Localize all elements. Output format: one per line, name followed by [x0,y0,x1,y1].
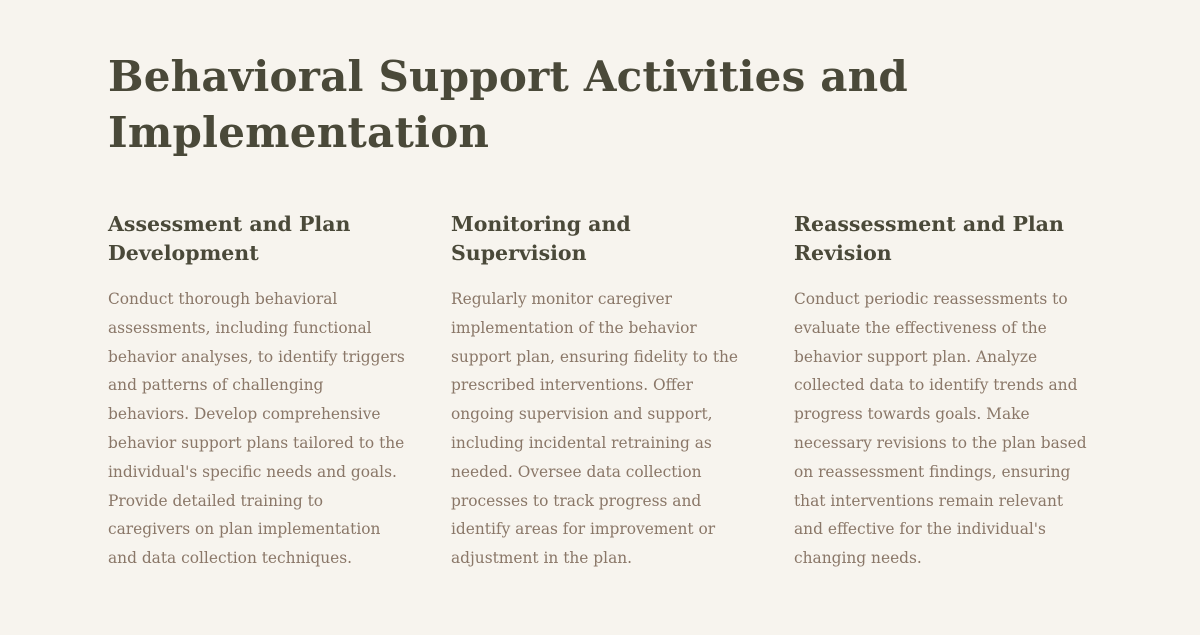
column-heading: Assessment and Plan Development [108,212,351,265]
column-body: Regularly monitor caregiver implementation of the behavior support plan, ensuring fidelity to the prescribed interventions. Offer ongoing supervision and support, including incidental retraining as needed. Oversee data collection processes to track progress and identify areas for improvement or adjustment in the plan. [451,290,739,568]
column-heading: Monitoring and Supervision [451,212,631,265]
page-title: Behavioral Support Activities and Implementation [108,52,908,157]
column-heading: Reassessment and Plan Revision [794,212,1064,265]
column-body: Conduct periodic reassessments to evaluate the effectiveness of the behavior support plan. Analyze collected data to identify trends and progress towards goals. Make necessary revisions to the plan based on reassessment findings, ensuring that interventions remain relevant and effective for the individual's changing needs. [794,290,1087,568]
column-reassessment [794,210,1094,573]
activity-columns [108,210,1092,573]
column-assessment [108,210,408,573]
column-body: Conduct thorough behavioral assessments, including functional behavior analyses, to identify triggers and patterns of challenging behaviors. Develop comprehensive behavior support plans tailored to the individual's specific needs and goals. Provide detailed training to caregivers on plan implementation and data collection techniques. [108,290,405,568]
column-monitoring [451,210,751,573]
